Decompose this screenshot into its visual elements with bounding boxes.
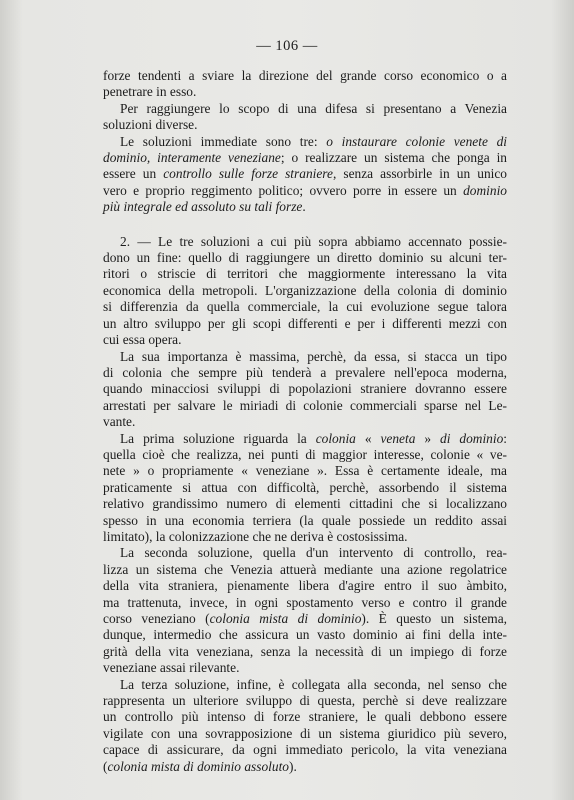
paragraph — [103, 677, 507, 775]
text-line: ritori o striscie di territori che maggiormente interessano la vita — [103, 266, 507, 282]
text-line: praticamente si attua con difficoltà, perchè, assorbendo il sistema — [103, 479, 507, 495]
text-line: spesso in una economia terriera (la quale possiede un reddito assai — [103, 512, 507, 528]
section-gap — [103, 216, 507, 234]
text-line: forze tendenti a sviare la direzione del grande corso economico o a — [103, 68, 507, 83]
page-number: — 106 — — [256, 38, 318, 54]
text-line: essere un controllo sulle forze straniere, senza assorbirle in un unico — [103, 166, 507, 182]
text-line: Le soluzioni immediate sono tre: o instaurare colonie venete di — [120, 133, 507, 149]
paragraph — [103, 134, 507, 216]
text-line: corso veneziano (colonia mista di dominio). È questo un sistema, — [103, 611, 507, 626]
paragraph — [103, 431, 507, 546]
text-line: dono un fine: quello di raggiungere un diretto dominio su alcuni ter- — [103, 250, 507, 266]
text-line: vero e proprio reggimento politico; ovvero porre in essere un dominio — [103, 182, 507, 198]
text-line: quando minacciosi sviluppi di popolazioni straniere dovranno essere — [103, 381, 507, 397]
text-line: rappresenta un ulteriore sviluppo di questa, perchè si deve realizzare — [103, 693, 507, 709]
text-line: lizza un sistema che Venezia attuerà mediante una azione regolatrice — [103, 561, 507, 577]
text-line: veneziane assai rilevante. — [103, 660, 240, 676]
text-line: dunque, intermedio che assicura un vasto dominio ai fini della inte- — [103, 627, 507, 643]
text-line: capace di assicurare, da ogni immediato pericolo, la vita veneziana — [103, 742, 507, 758]
text-line: La terza soluzione, infine, è collegata alla seconda, nel senso che — [120, 676, 507, 692]
text-line: 2. — Le tre soluzioni a cui più sopra abbiamo accennato possie- — [120, 233, 507, 249]
text-line: Per raggiungere lo scopo di una difesa si presentano a Venezia — [120, 100, 507, 116]
text-line: cui essa opera. — [103, 332, 182, 348]
paragraph — [103, 545, 507, 676]
paragraph — [103, 234, 507, 349]
text-line: nete » o propriamente « veneziane ». Essa è certamente ideale, ma — [103, 463, 507, 479]
text-line: ma trattenuta, invece, in ogni spostamento verso e contro il grande — [103, 594, 507, 610]
text-line: arrestati per salvare le miriadi di colonie commerciali sparse nel Le- — [103, 397, 507, 413]
paragraph — [103, 349, 507, 431]
text-line: penetrare in esso. — [103, 84, 197, 100]
body-text — [103, 68, 507, 775]
text-line: un altro sviluppo per gli scopi differenti e per i differenti mezzi con — [103, 315, 507, 331]
text-line: La seconda soluzione, quella d'un intervento di controllo, rea- — [120, 545, 507, 561]
text-line: si differenzia da quella commerciale, la cui evoluzione segue talora — [103, 299, 507, 315]
text-line: economica della metropoli. L'organizzazione della colonia di dominio — [103, 282, 507, 298]
text-line: relativo grandissimo numero di elementi cittadini che si localizzano — [103, 496, 507, 512]
paragraph — [103, 101, 507, 134]
text-line: soluzioni diverse. — [103, 117, 198, 133]
text-line: vante. — [103, 414, 136, 430]
text-line: limitato), la colonizzazione che ne deriva è costosissima. — [103, 528, 408, 544]
text-line: dominio, interamente veneziane; o realizzare un sistema che ponga in — [103, 150, 508, 166]
text-line: più integrale ed assoluto su tali forze. — [103, 199, 306, 215]
text-line: un controllo più intenso di forze straniere, le quali debbono essere — [103, 709, 507, 725]
text-line: La prima soluzione riguarda la colonia « veneta » di dominio: — [120, 430, 508, 446]
paragraph — [103, 68, 507, 101]
text-line: vigilate con una sovrapposizione di un sistema giuridico più severo, — [103, 725, 507, 741]
text-line: quella cioè che realizza, nei punti di maggior interesse, colonie « ve- — [103, 446, 507, 462]
text-line: grità della vita veneziana, senza la necessità di un impiego di forze — [103, 643, 507, 659]
text-line: (colonia mista di dominio assoluto). — [103, 758, 297, 774]
text-line: di colonia che sempre più tenderà a prevalere nell'epoca moderna, — [103, 364, 507, 380]
text-line: della vita straniera, pienamente libera d'agire entro il suo àmbito, — [103, 578, 507, 594]
text-line: La sua importanza è massima, perchè, da essa, si stacca un tipo — [120, 348, 507, 364]
